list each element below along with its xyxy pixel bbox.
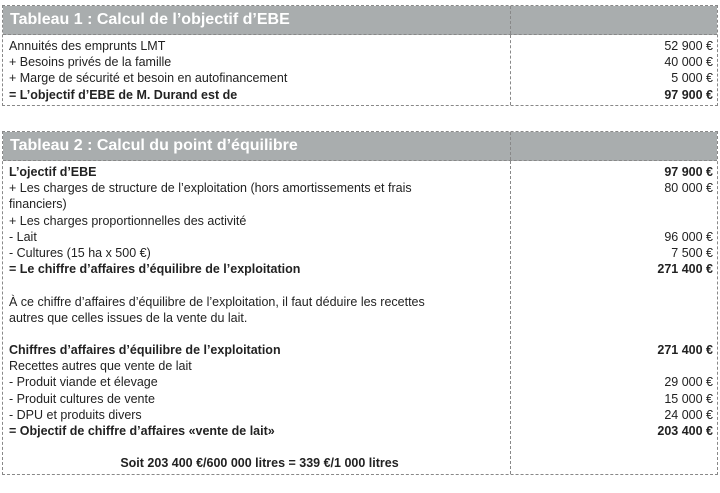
table-1 [2,5,718,106]
row-label: L’ojectif d’EBE [9,165,97,179]
row-label: autres que celles issues de la vente du lait. [9,310,248,325]
row-value: 40 000 € [664,55,713,70]
table-1-title: Tableau 1 : Calcul de l’objectif d’EBE [3,6,511,34]
row-label: + Marge de sécurité et besoin en autofinancement [9,71,288,86]
table-2 [2,131,718,475]
row-value [511,277,713,293]
row-label: + Les charges proportionnelles des activité [9,213,247,228]
row-label: Recettes autres que vente de lait [9,359,192,374]
row-value: 24 000 € [664,407,713,422]
row-value [511,196,713,212]
row-label: - Produit viande et élevage [9,375,158,390]
row-label: Chiffres d’affaires d’équilibre de l’exploitation [9,343,281,358]
row-value: 271 400 € [657,343,713,358]
row-value [511,326,713,342]
row-value: 29 000 € [664,375,713,390]
row-value: 15 000 € [664,391,713,406]
row-value: 97 900 € [664,165,713,179]
row-value: 52 900 € [664,39,713,53]
row-value [511,310,713,326]
row-label: À ce chiffre d’affaires d’équilibre de l’exploitation, il faut déduire les recettes [9,294,425,309]
row-value: 96 000 € [664,229,713,244]
row-label: + Besoins privés de la famille [9,55,172,70]
row-label: + Les charges de structure de l’exploitation (hors amortissements et frais [9,181,412,196]
row-label: = Le chiffre d’affaires d’équilibre de l’exploitation [9,262,301,277]
row-label: - Lait [9,229,37,244]
row-label [9,277,510,293]
row-label: financiers) [9,197,67,212]
row-value: 271 400 € [657,262,713,277]
row-label: = Objectif de chiffre d’affaires «vente de lait» [9,424,275,438]
table-2-title: Tableau 2 : Calcul du point d’équilibre [3,132,511,160]
row-label: Soit 203 400 €/600 000 litres = 339 €/1 000 litres [120,456,399,471]
row-value: 80 000 € [664,181,713,196]
row-value [511,213,713,229]
row-label [9,326,510,342]
row-value [511,358,713,374]
row-value: 203 400 € [657,424,713,438]
row-value [511,455,713,471]
row-label: Annuités des emprunts LMT [9,39,166,53]
row-label [9,439,510,455]
row-value: 7 500 € [671,245,713,260]
row-value: 97 900 € [664,87,713,102]
row-label: = L’objectif d’EBE de M. Durand est de [9,87,238,102]
row-label: - Cultures (15 ha x 500 €) [9,245,151,260]
row-label: - Produit cultures de vente [9,391,155,406]
row-value [511,294,713,310]
row-value: 5 000 € [671,71,713,86]
row-label: - DPU et produits divers [9,407,142,422]
row-value [511,439,713,455]
